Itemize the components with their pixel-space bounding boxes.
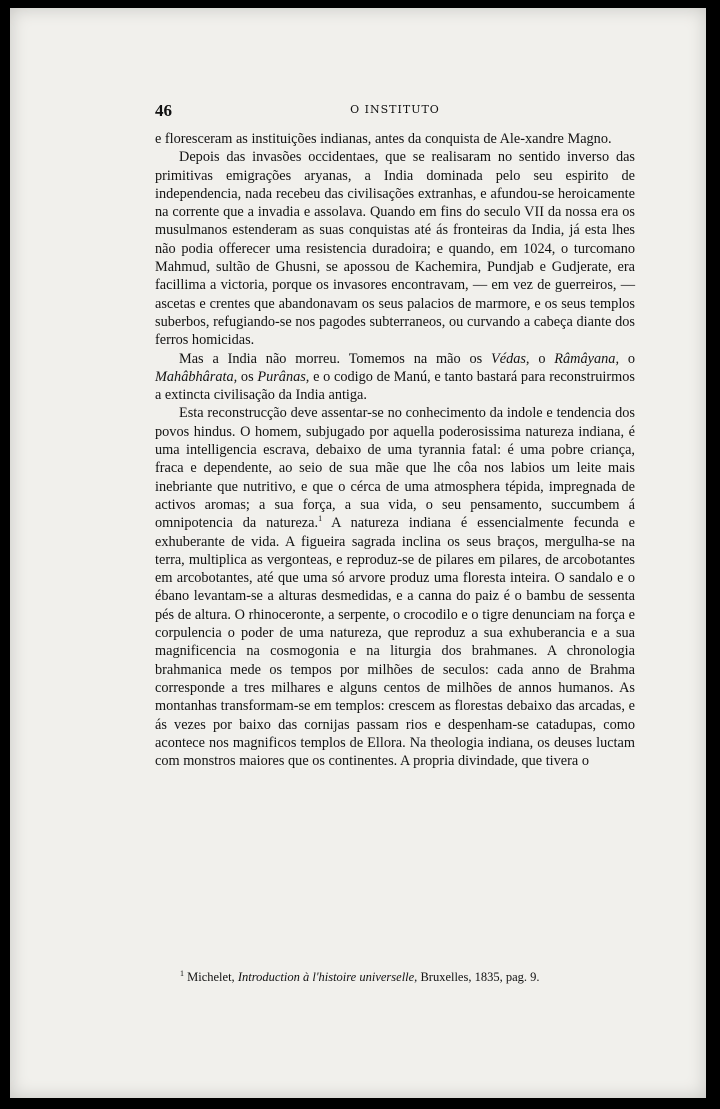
footnote-marker: 1 [180, 968, 184, 978]
footnote-reference: 1 [318, 514, 323, 524]
paragraph-3-text: e o codigo de Manú, e tanto bastará para reconstruirmos a extincta civilisação da India antiga. [155, 368, 635, 404]
mahabharata-title: Mahâbhârata, [155, 368, 238, 385]
paragraph-4-text: Esta reconstrucção deve assentar-se no conhecimento da indole e tendencia dos povos hindus. O homem, subjugado por aquella poderosissima natureza indiana, é uma intelligencia escrava, debaixo de uma tyrannia fatal: é uma pobre criança, fraca e dependente, ao seio de sua mãe que lhe côa nos labios um leite mais inebriante que nutritivo, e que o cérca de uma atmosphera tépida, impregnada de activos aromas; a sua força, a sua vida, o seu pensamento, succumbem á omnipotencia da natureza. [155, 405, 635, 532]
vedas-title: Védas, [490, 350, 530, 367]
paragraph-3-text: os [237, 368, 258, 385]
body-text [155, 130, 635, 770]
page [10, 8, 706, 1098]
footnote-work: Introduction à l'histoire universelle, [237, 970, 418, 984]
footnote-author: Michelet, [187, 970, 235, 984]
paragraph-4-text: A natureza indiana é essencialmente fecunda e exhuberante de vida. A figueira sagrada inclina os seus braços, mergulha-se na terra, multiplica as vergonteas, e reproduz-se de pilares em pilares, de arcobotantes em arcobotantes, até que uma só arvore produz uma floresta inteira. O sandalo e o ébano levantam-se a alturas desmedidas, e a canna do paiz é o bambu de sessenta pés de altura. O rhinoceronte, a serpente, o crocodilo e o tigre denunciam na força e corpulencia o poder de uma natureza, que reproduz a sua exhuberancia e a sua magnificencia na cosmogonia e na liturgia dos brahmanes. A chronologia brahmanica mede os tempos por milhões de seculos: cada anno de Brahma corresponde a tres milhares e alguns centos de milhões de annos humanos. As montanhas transformam-se em templos: crescem as florestas debaixo das arcadas, e ás vezes por baixo das cornijas passam rios e despenham-se catadupas, como acontece nos magnificos templos de Ellora. Na theologia indiana, os deuses luctam com monstros maiores que os continentes. A propria divindade, que tivera o [155, 515, 635, 770]
page-header [155, 103, 635, 123]
paragraph-4 [155, 404, 635, 770]
running-title: O INSTITUTO [350, 103, 440, 116]
paragraph-3-text: o [619, 350, 635, 367]
puranas-title: Purânas, [257, 368, 310, 385]
page-number: 46 [155, 101, 172, 120]
paragraph-3-text: o [529, 350, 555, 367]
paragraph-3-text: Mas a India não morreu. Tomemos na mão os [179, 350, 491, 367]
paragraph-1: e floresceram as instituições indianas, antes da conquista de Ale-xandre Magno. [155, 131, 612, 147]
footnote-rest: Bruxelles, 1835, pag. 9. [420, 970, 540, 984]
paragraph-2: Depois das invasões occidentaes, que se realisaram no sentido inverso das primitivas emigrações aryanas, a India dominada pelo seu espirito de independencia, nada recebeu das civilisações extranhas, e afundou-se heroicamente na corrente que a invadia e assolava. Quando em fins do seculo VII da nossa era os musulmanos estenderam as suas conquistas até ás fronteiras da India, já esta lhes não podia offerecer uma resistencia duradoira; e quando, em 1024, o turcomano Mahmud, sultão de Ghusni, se apossou de Kachemira, Pundjab e Gudjerate, era facillima a victoria, porque os invasores encontravam, — em vez de guerreiros, — ascetas e crentes que abandonavam os seus palacios de marmore, e os seus templos suberbos, refugiando-se nos pagodes subterraneos, ou curvando a cabeça diante dos ferros homicidas. [155, 149, 635, 349]
ramayana-title: Râmâyana, [554, 350, 620, 367]
footnote [180, 970, 640, 985]
paragraph-3 [155, 350, 635, 405]
